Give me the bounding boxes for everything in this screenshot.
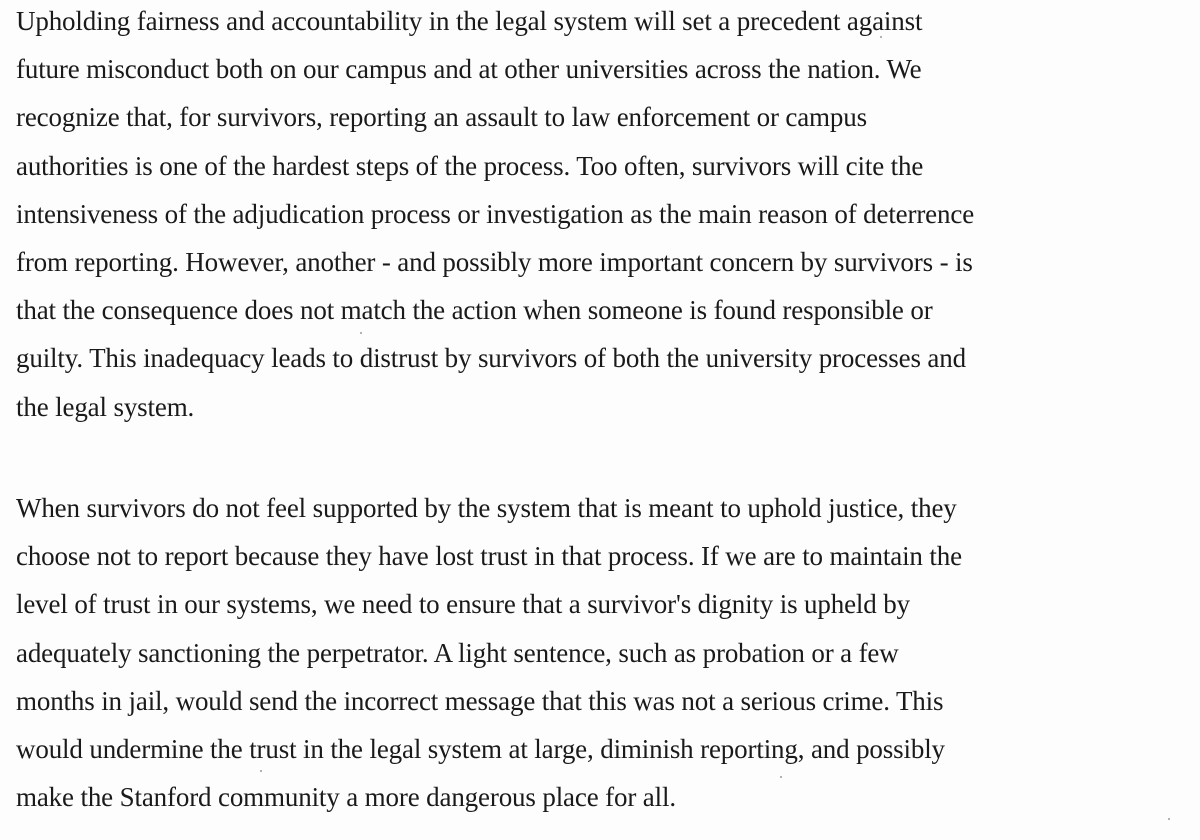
paragraph-line: When survivors do not feel supported by the system that is meant to uphold justice, they [16,493,957,523]
paragraph-line: level of trust in our systems, we need to ensure that a survivor's dignity is upheld by [16,589,910,620]
paragraph-line: adequately sanctioning the perpetrator. A light sentence, such as probation or a few [16,637,899,668]
paragraph-line: months in jail, would send the incorrect message that this was not a serious crime. This [16,685,944,716]
paragraph-line: choose not to report because they have lost trust in that process. If we are to maintain the [16,541,962,572]
paragraph-line: would undermine the trust in the legal system at large, diminish reporting, and possibly [16,733,945,764]
paragraph-line: intensiveness of the adjudication process or investigation as the main reason of deterrence [16,198,975,229]
paragraph-line: from reporting. However, another - and possibly more important concern by survivors - is [16,246,973,277]
paragraph-1 [16,0,1191,431]
scan-speck [1168,818,1170,820]
paragraph-line: authorities is one of the hardest steps of the process. Too often, survivors will cite the [16,150,924,181]
scan-speck [780,776,782,778]
scan-speck [360,332,362,334]
paragraph-line: Upholding fairness and accountability in the legal system will set a precedent against [16,6,923,36]
paragraph-line: future misconduct both on our campus and at other universities across the nation. We [16,54,922,85]
paragraph-line: make the Stanford community a more dangerous place for all. [16,782,676,813]
scan-speck [880,36,882,38]
paragraph-line: the legal system. [16,391,195,422]
scan-speck [260,770,262,772]
paragraph-line: recognize that, for survivors, reporting an assault to law enforcement or campus [16,102,867,133]
paragraph-2 [16,484,1191,821]
paragraph-line: guilty. This inadequacy leads to distrust by survivors of both the university processes and [16,343,966,374]
paragraph-line: that the consequence does not match the action when someone is found responsible or [16,295,933,326]
